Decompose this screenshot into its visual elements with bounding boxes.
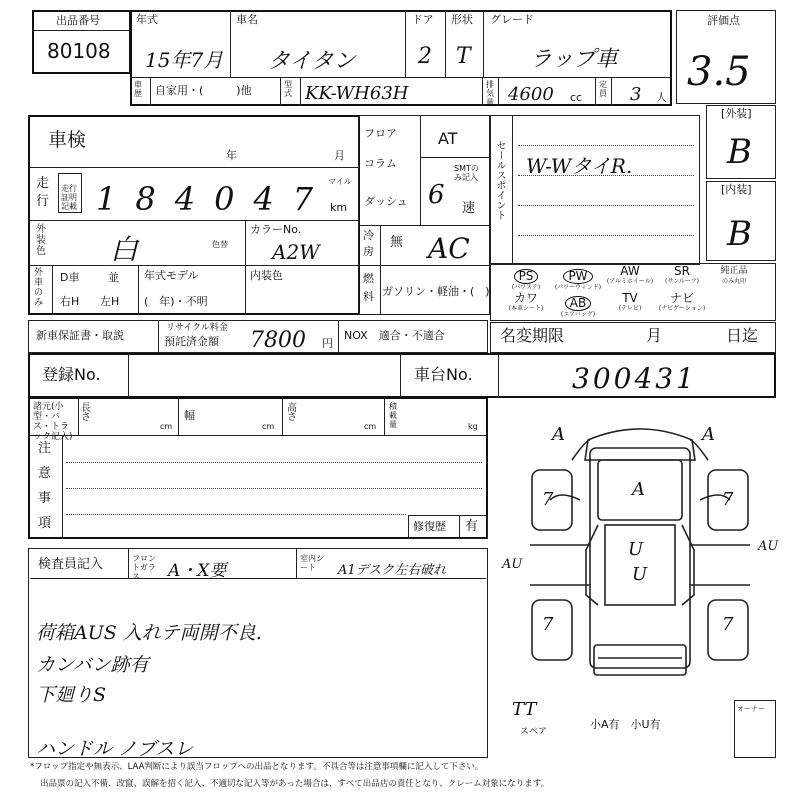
dims-kg: kg: [468, 422, 478, 431]
equipment-sub: (ナビゲーション): [658, 305, 706, 312]
equipment-sub: (本革シート): [508, 305, 544, 312]
equipment-sub: のみ丸印: [721, 278, 746, 285]
dims-cm-1: cm: [160, 422, 173, 431]
model-value: KK-WH63H: [305, 83, 409, 104]
equipment-code: カワ: [513, 291, 538, 305]
mileage-cert-3: 記載: [61, 202, 77, 211]
left-handle: 左H: [100, 295, 120, 308]
mark-left-side: AU: [502, 557, 523, 572]
notes-label-char: 項: [38, 516, 52, 531]
fuel-value: ガソリン・軽油・( ): [382, 285, 490, 298]
equipment-sub: (パワーウィンド): [554, 284, 602, 291]
damage-diagram: [490, 400, 790, 740]
score-box: [676, 10, 776, 104]
aircon-none: 無: [390, 235, 404, 250]
equipment-item: [708, 265, 760, 291]
owner-box: [734, 700, 776, 758]
capacity-label: 定員: [599, 80, 607, 98]
equipment-code: AB: [565, 296, 591, 311]
interior-label: [内装]: [721, 183, 752, 196]
exterior-label: [外装]: [721, 107, 752, 120]
right-handle: 右H: [60, 295, 80, 308]
mile-label: マイル: [328, 177, 352, 186]
owner-label: オーナー: [737, 705, 765, 713]
grade-label: グレード: [490, 13, 534, 26]
footer-line-1: *フロップ指定や無表示、LAA判断により誤当フロップへの出品となります。不具合等は注意事項欄に記入して下さい。: [30, 762, 484, 772]
fuel-label: 燃料: [363, 272, 374, 303]
handwritten-line: ハンドル ノブスレ: [36, 738, 194, 760]
gear-speed-value: 6: [428, 180, 445, 210]
equipment-code: ナビ: [669, 291, 694, 305]
mark-front-right: A: [702, 424, 715, 445]
equipment-code: PS: [514, 269, 539, 284]
chassis-value: 300431: [572, 362, 697, 395]
inspection-month: 月: [334, 149, 345, 162]
inspector-label: 検査員記入: [38, 557, 104, 572]
equipment-item: [552, 265, 604, 291]
mark-rear-left-wheel: 7: [542, 614, 554, 635]
front-glass-label: フロントガラス: [132, 554, 156, 581]
year-value: 15年7月: [145, 48, 224, 72]
mark-center-2: U: [632, 564, 648, 585]
mileage-cert-2: 証明: [61, 193, 77, 202]
mark-front-right-wheel: 7: [722, 489, 734, 510]
recycle-label-1: リサイクル料金: [166, 323, 228, 333]
equipment-code: TV: [622, 291, 638, 305]
color-value: 白: [110, 233, 139, 266]
spare-label: スペア: [520, 727, 548, 737]
recycle-yen: 円: [322, 337, 333, 350]
dims-label: 諸元(小型・バス・トラック記入): [33, 402, 73, 442]
front-glass-value: A・X要: [168, 561, 227, 581]
inspection-year: 年: [226, 149, 237, 162]
mileage-label-top: 走: [36, 176, 50, 191]
door-value: 2: [418, 44, 432, 69]
repair-history-label: 修復歴: [413, 520, 446, 533]
equipment-sub: (パワステ): [511, 284, 541, 291]
exterior-box: [706, 105, 776, 179]
sales-point-label: セールスポイント: [494, 140, 505, 220]
inspection-label: 車検: [48, 129, 87, 151]
mileage-label-bottom: 行: [36, 194, 50, 209]
mark-roof: A: [632, 479, 645, 500]
smt-note: SMTのみ記入: [454, 164, 479, 182]
color-label: 外装色: [36, 224, 46, 257]
meigi-day: 日迄: [726, 326, 759, 345]
car-name-value: タイタン: [268, 49, 356, 74]
equipment-item: [656, 265, 708, 291]
model-year-paren: ( 年)・不明: [144, 295, 208, 308]
notes-label-char: 注: [38, 441, 52, 456]
capacity-unit: 人: [656, 91, 667, 104]
km-label: km: [330, 201, 348, 214]
mileage-value: 184047: [96, 180, 333, 218]
interior-box: [706, 181, 776, 261]
handwritten-line: 下廻りS: [36, 684, 107, 706]
history-value: 自家用・( )他: [155, 84, 252, 97]
repair-history-box: [408, 515, 488, 539]
dims-length: 長さ: [81, 403, 91, 423]
meigi-month: 月: [646, 326, 663, 345]
mark-front-left-wheel: 7: [542, 489, 554, 510]
chassis-label: 車台No.: [414, 365, 473, 384]
equipment-item: [604, 292, 656, 318]
interior-sheet-value: A1デスク左右破れ: [338, 563, 447, 578]
shape-value: T: [456, 44, 471, 69]
lot-number-label: 出品番号: [56, 14, 100, 27]
foreign-label: 外車のみ: [34, 268, 44, 308]
dims-cm-3: cm: [364, 422, 377, 431]
repaint-label: 色替: [212, 240, 228, 249]
mark-right-side: AU: [758, 539, 779, 554]
equipment-item: [656, 292, 708, 318]
color-code-value: A2W: [272, 240, 320, 264]
footer-line-2: 出品票の記入不備、改竄、誤解を招く記入、不適切な記入等があった場合は、すべて出品店の責任となり、クレーム対象になります。: [40, 779, 550, 789]
shift-floor: フロア: [364, 127, 397, 140]
equipment-sub: (アルミホイール): [606, 278, 654, 285]
recycle-value: 7800: [250, 328, 306, 353]
repair-history-value: 有: [465, 519, 479, 534]
sales-point-value: W-WタイR.: [526, 154, 633, 178]
score-value: 3.5: [687, 49, 751, 95]
lot-number-box: [32, 10, 131, 74]
handwritten-line: カンバン跡有: [36, 654, 149, 676]
year-label: 年式: [136, 13, 158, 26]
equipment-code: PW: [563, 269, 592, 284]
notes-label-char: 意: [38, 466, 52, 481]
mileage-cert-box: [58, 173, 82, 213]
equipment-item: [552, 292, 604, 318]
shift-column: コラム: [364, 157, 397, 170]
recycle-label-2: 預託済金額: [164, 335, 219, 348]
registration-label: 登録No.: [42, 365, 101, 384]
mark-rear-right-wheel: 7: [722, 614, 734, 635]
mark-center-1: U: [628, 539, 644, 560]
dims-width: 幅: [184, 409, 195, 422]
interior-value: B: [727, 214, 752, 254]
equipment-item: [500, 265, 552, 291]
aircon-label: 冷房: [363, 229, 374, 258]
sales-point-block: [490, 115, 700, 265]
interior-sheet-label: 室内シート: [300, 554, 324, 572]
mileage-cert-1: 走行: [61, 184, 77, 193]
dims-height: 高さ: [287, 403, 297, 423]
shape-label: 形状: [451, 13, 473, 26]
equipment-code: AW: [620, 264, 640, 278]
equipment-sub: (テレビ): [618, 305, 642, 312]
score-label: 評価点: [707, 14, 740, 27]
mark-front-left: A: [552, 424, 565, 445]
cc-unit: cc: [570, 91, 583, 104]
shift-at: AT: [438, 129, 458, 148]
lot-number-value: 80108: [47, 39, 111, 63]
capacity-value: 3: [630, 84, 642, 105]
parallel: 並: [108, 271, 119, 284]
door-label: ドア: [412, 13, 434, 26]
equipment-item: [604, 265, 656, 291]
d-car: D車: [60, 271, 80, 284]
shift-dash: ダッシュ: [364, 195, 408, 208]
history-label: 車歴: [134, 80, 142, 98]
model-label: 型式: [284, 80, 292, 98]
handwritten-line: 荷箱AUS 入れテ両開不良.: [36, 622, 262, 644]
notes-label-char: 事: [38, 491, 52, 506]
warranty-label: 新車保証書・取説: [36, 329, 124, 342]
model-year-label: 年式モデル: [144, 269, 199, 282]
color-code-label: カラーNo.: [250, 223, 302, 236]
dims-cm-2: cm: [262, 422, 275, 431]
interior-color-label: 内装色: [250, 269, 283, 282]
equipment-item: [500, 292, 552, 318]
gear-speed-unit: 速: [462, 201, 476, 216]
meigi-label: 名変期限: [500, 326, 565, 345]
nox-label: NOX 適合・不適合: [344, 329, 445, 342]
car-name-label: 車名: [236, 13, 258, 26]
equipment-code: 純正品: [720, 266, 748, 276]
exterior-value: B: [727, 132, 752, 172]
equipment-sub: (サンルーフ): [665, 278, 699, 285]
grade-value: ラップ車: [530, 47, 618, 72]
displacement-value: 4600: [508, 84, 554, 105]
dims-load: 積載量: [389, 402, 397, 429]
mark-spare: TT: [512, 699, 537, 720]
small-marks: 小A有 小U有: [590, 718, 661, 731]
displacement-label: 排気量: [486, 80, 494, 107]
equipment-code: SR: [674, 264, 690, 278]
equipment-sub: (エアバッグ): [560, 311, 596, 318]
aircon-value: AC: [428, 232, 470, 265]
